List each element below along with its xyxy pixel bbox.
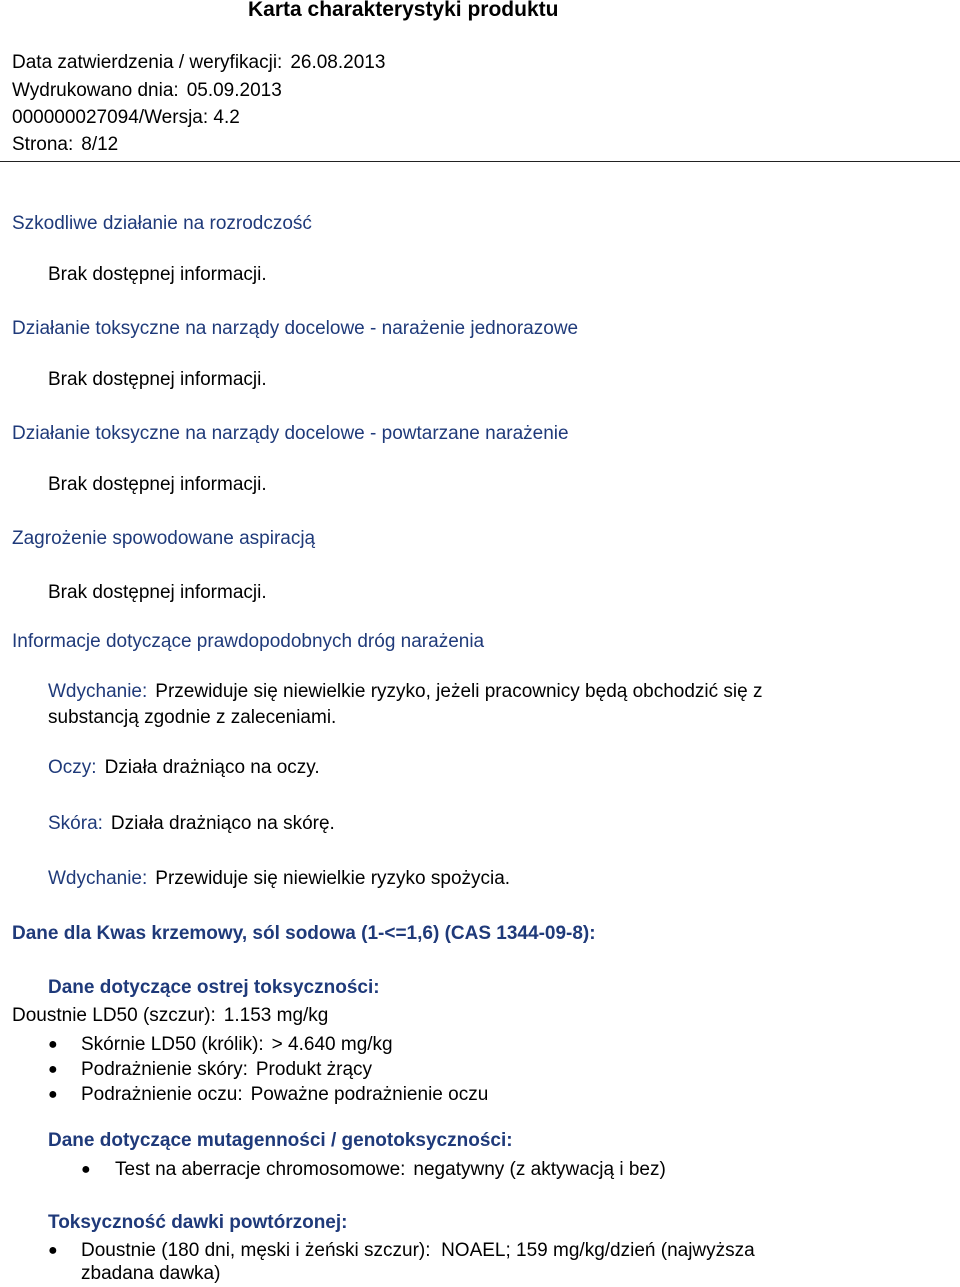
print-date-value: 05.09.2013 [186,80,282,101]
page-number-row [12,133,118,156]
document-version: 000000027094/Wersja: 4.2 [12,107,240,128]
route-skin-label: Skóra: [48,813,103,834]
section-heading-stot-repeated: Działanie toksyczne na narządy docelowe - powtarzane narażenie [12,423,569,444]
approval-date-row [12,51,385,74]
acute-item-label: Skórnie LD50 (królik): [81,1034,264,1055]
repeated-dose-item-line1: Doustnie (180 dni, męski i żeński szczur): NOAEL; 159 mg/kg/dzień (najwyższa [81,1240,755,1261]
approval-date-value: 26.08.2013 [290,52,386,73]
approval-date-label: Data zatwierdzenia / weryfikacji: [12,52,283,73]
bullet-icon: ● [48,1242,58,1259]
header-divider [0,161,960,162]
route-ingestion-row [48,867,510,890]
section-text-aspiration: Brak dostępnej informacji. [48,582,267,603]
document-title: Karta charakterystyki produktu [248,0,559,21]
print-date-row [12,79,282,102]
mutagenicity-item [115,1158,666,1181]
acute-item-label: Podrażnienie skóry: [81,1059,248,1080]
repeated-dose-item-line2: zbadana dawka) [81,1263,221,1284]
mutagenicity-item-label: Test na aberracje chromosomowe: [115,1159,406,1180]
section-text-reproductive: Brak dostępnej informacji. [48,264,267,285]
route-skin-row [48,812,335,835]
route-skin-text: Działa drażniąco na skórę. [110,813,335,834]
section-heading-stot-single: Działanie toksyczne na narządy docelowe - narażenie jednorazowe [12,318,579,339]
bullet-icon: ● [48,1086,58,1103]
acute-toxicity-heading: Dane dotyczące ostrej toksyczności: [48,977,380,998]
route-inhalation-text: Przewiduje się niewielkie ryzyko, jeżeli pracownicy będą obchodzić się z [155,681,763,702]
print-date-label: Wydrukowano dnia: [12,80,179,101]
substance-heading: Dane dla Kwas krzemowy, sól sodowa (1-<=1,6) (CAS 1344-09-8): [12,923,596,944]
mutagenicity-heading: Dane dotyczące mutagenności / genotoksyczności: [48,1130,513,1151]
acute-item [81,1058,372,1081]
acute-item-value: > 4.640 mg/kg [271,1034,393,1055]
route-ingestion-text: Przewiduje się niewielkie ryzyko spożycia. [155,868,511,889]
bullet-icon: ● [48,1036,58,1053]
route-inhalation-row [48,680,763,703]
oral-ld50-value: 1.153 mg/kg [223,1005,329,1026]
route-ingestion-label: Wdychanie: [48,868,148,889]
bullet-icon: ● [48,1061,58,1078]
page-number-label: Strona: [12,134,74,155]
acute-item-value: Poważne podrażnienie oczu [250,1084,489,1105]
oral-ld50-row [12,1004,328,1027]
repeated-dose-heading: Toksyczność dawki powtórzonej: [48,1212,348,1233]
acute-item-label: Podrażnienie oczu: [81,1084,243,1105]
section-text-stot-single: Brak dostępnej informacji. [48,369,267,390]
oral-ld50-label: Doustnie LD50 (szczur): [12,1005,216,1026]
route-eyes-text: Działa drażniąco na oczy. [104,757,320,778]
bullet-icon: ● [81,1161,91,1178]
route-inhalation-continuation: substancją zgodnie z zaleceniami. [48,707,337,728]
acute-item [81,1033,393,1056]
section-heading-routes: Informacje dotyczące prawdopodobnych dróg narażenia [12,631,485,652]
section-heading-reproductive: Szkodliwe działanie na rozrodczość [12,213,312,234]
page-number-value: 8/12 [81,134,119,155]
section-text-stot-repeated: Brak dostępnej informacji. [48,474,267,495]
route-inhalation-label: Wdychanie: [48,681,148,702]
acute-item [81,1083,488,1106]
route-eyes-label: Oczy: [48,757,97,778]
route-eyes-row [48,756,320,779]
section-heading-aspiration: Zagrożenie spowodowane aspiracją [12,528,316,549]
acute-item-value: Produkt żrący [255,1059,373,1080]
mutagenicity-item-value: negatywny (z aktywacją i bez) [413,1159,666,1180]
